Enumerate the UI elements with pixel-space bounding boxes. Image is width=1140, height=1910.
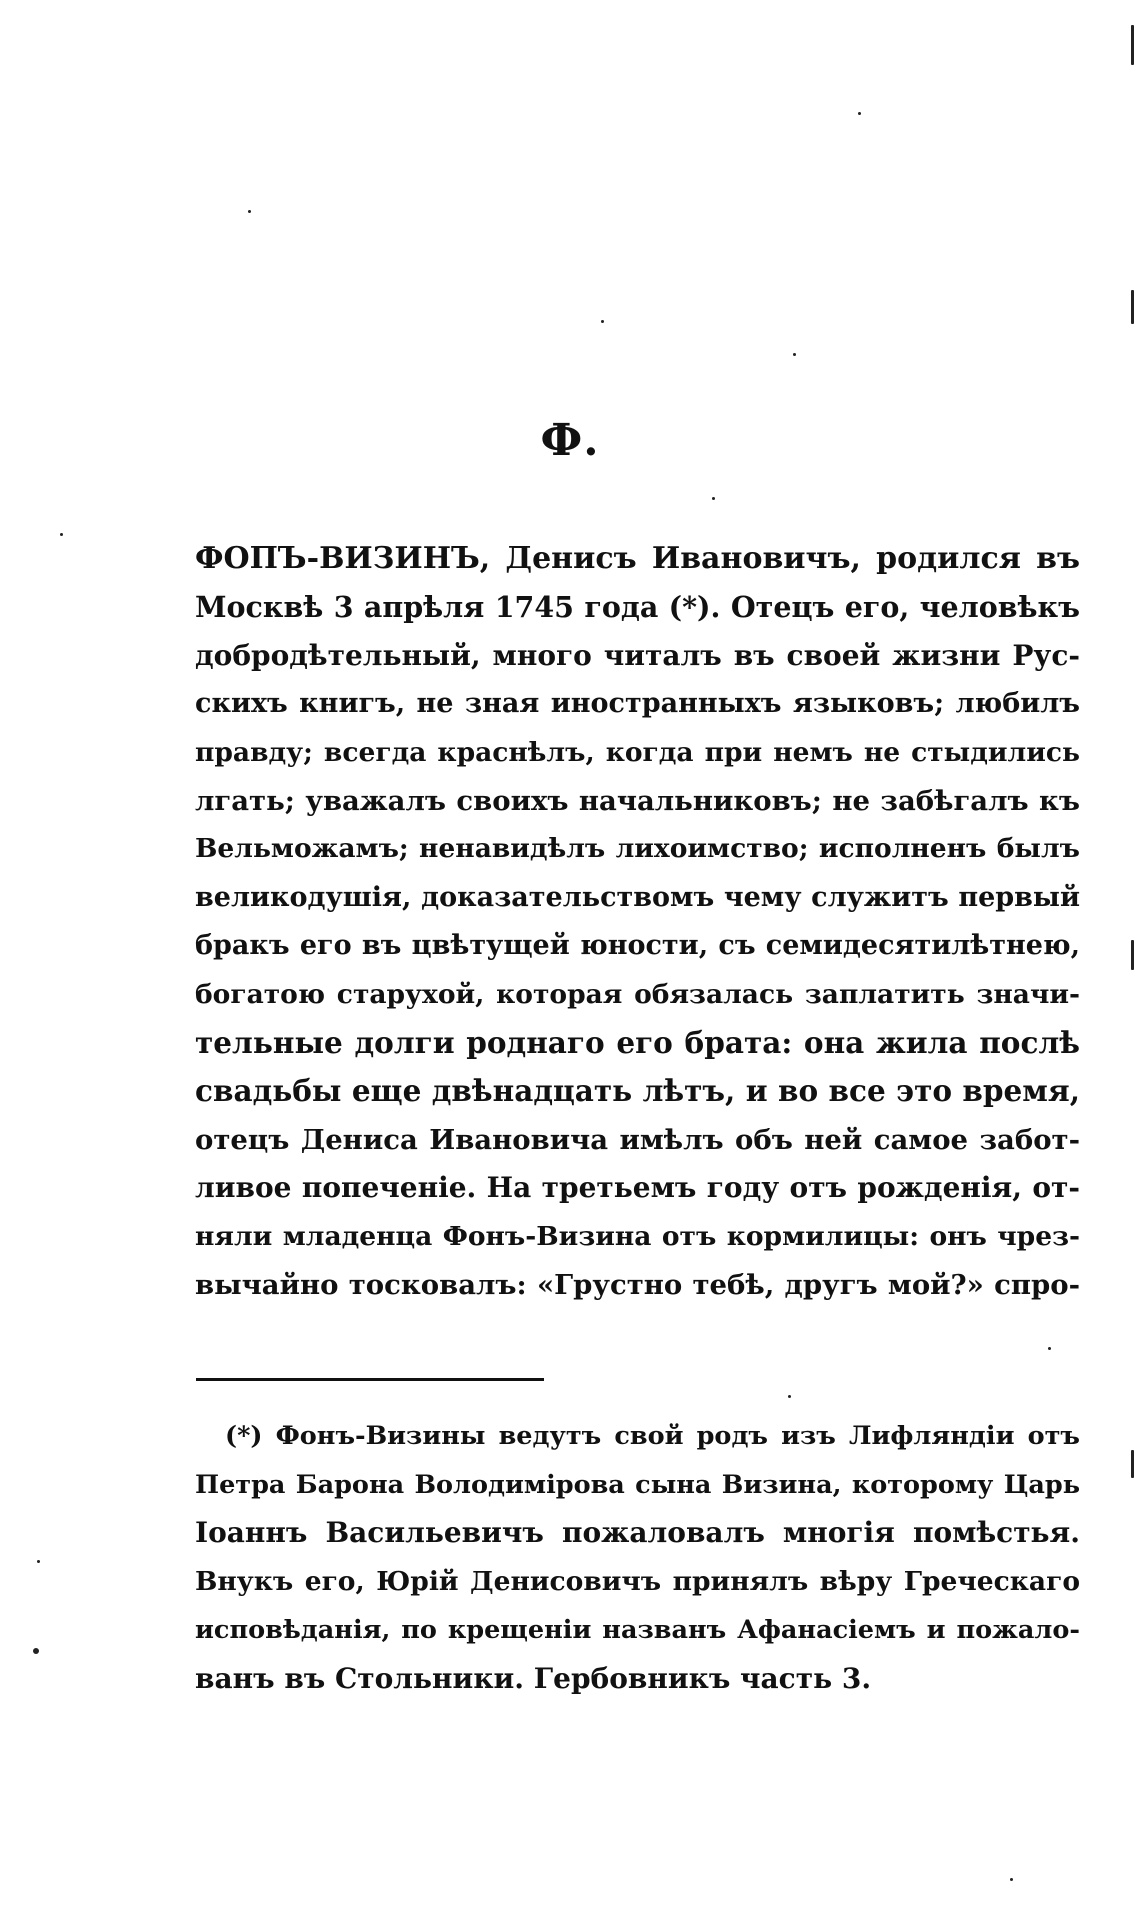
scan-speck <box>60 533 63 536</box>
scan-speck <box>793 353 796 356</box>
scan-speck <box>1131 25 1134 65</box>
footnote-separator-rule <box>196 1378 544 1381</box>
text-line: скихъ книгъ, не зная иностранныхъ языковъ; любилъ <box>195 688 1080 720</box>
footnote-line: (*) Фонъ-Визины ведутъ свой родъ изъ Лифляндіи отъ <box>225 1421 1080 1451</box>
text-line: Москвѣ 3 апрѣля 1745 года (*). Отецъ его, человѣкъ <box>195 590 1080 625</box>
scan-speck <box>712 497 715 500</box>
text-line: няли младенца Фонъ-Визина отъ кормилицы: онъ чрез- <box>195 1220 1080 1252</box>
scan-speck <box>601 320 604 323</box>
section-letter-heading: Ф. <box>540 415 600 466</box>
scan-speck <box>33 1648 39 1654</box>
footnote <box>195 1412 1080 1703</box>
footnote-line: Петра Барона Володимірова сына Визина, которому Царь <box>195 1469 1080 1500</box>
text-line: ливое попеченіе. На третьемъ году отъ рожденія, от- <box>195 1171 1080 1205</box>
scan-speck <box>248 210 251 213</box>
text-line: вычайно тосковалъ: «Грустно тебѣ, другъ мой?» спро- <box>195 1269 1080 1302</box>
scan-speck <box>37 1560 40 1563</box>
scan-speck <box>1131 1450 1134 1478</box>
text-line: бракъ его въ цвѣтущей юности, съ семидесятилѣтнею, <box>195 930 1080 962</box>
text-line: Вельможамъ; ненавидѣлъ лихоимство; исполненъ былъ <box>195 833 1080 865</box>
scan-speck <box>1131 290 1134 324</box>
text-line: лгать; уважалъ своихъ начальниковъ; не забѣгалъ къ <box>195 785 1080 818</box>
footnote-line: исповѣданія, по крещеніи названъ Афанасіемъ и пожало- <box>195 1615 1080 1645</box>
text-line: правду; всегда краснѣлъ, когда при немъ не стыдились <box>195 736 1080 768</box>
scan-speck <box>1048 1347 1051 1350</box>
scan-speck <box>1131 940 1134 970</box>
text-line: добродѣтельный, много читалъ въ своей жизни Рус- <box>195 638 1080 672</box>
scan-speck <box>858 112 861 115</box>
text-line: отецъ Дениса Ивановича имѣлъ объ ней самое забот- <box>195 1123 1080 1156</box>
footnote-line: ванъ въ Стольники. Гербовникъ часть 3. <box>195 1661 872 1695</box>
main-paragraph <box>195 535 1080 1310</box>
text-line: тельные долги роднаго его брата: она жила послѣ <box>195 1025 1080 1061</box>
footnote-line: Внукъ его, Юрій Денисовичъ принялъ вѣру Греческаго <box>195 1565 1080 1597</box>
scan-speck <box>788 1395 791 1398</box>
text-line: свадьбы еще двѣнадцать лѣтъ, и во все это время, <box>195 1073 1080 1109</box>
text-line: ФОПЪ-ВИЗИНЪ, Денисъ Ивановичъ, родился въ <box>195 541 1080 576</box>
scan-speck <box>1010 1878 1013 1881</box>
text-line: богатою старухой, которая обязалась заплатить значи- <box>195 978 1080 1010</box>
footnote-line: Іоаннъ Васильевичъ пожаловалъ многія помѣстья. <box>195 1516 1080 1549</box>
text-line: великодушія, доказательствомъ чему служитъ первый <box>195 881 1080 913</box>
